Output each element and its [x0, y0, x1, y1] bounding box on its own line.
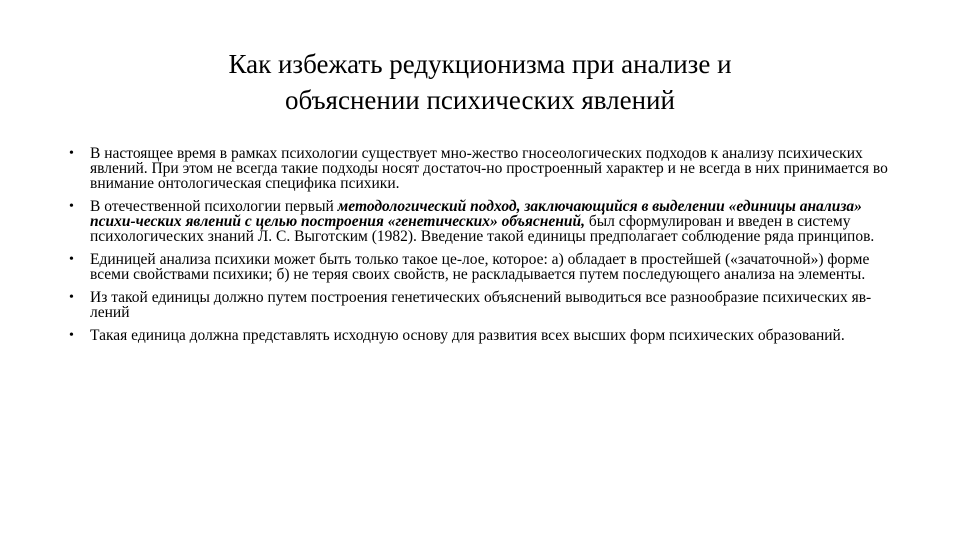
bullet-dot-icon: • [69, 146, 74, 161]
bullet-text-3: Единицей анализа психики может быть только такое це-лое, которое: а) обладает в простейшей («зачаточной») форме всеми свойствами психики; б) не теряя своих свойств, не раскладывается путем последующего анализа на элементы. [90, 251, 870, 283]
slide-title-line-2: объяснении психических явлений [285, 85, 675, 115]
bullet-list [69, 146, 899, 351]
slide-title [80, 46, 880, 118]
slide-title-line-1: Как избежать редукционизма при анализе и [228, 49, 732, 79]
bullet-text-4: Из такой единицы должно путем построения генетических объяснений выводиться все разнообразие психических яв-лений [90, 289, 872, 321]
bullet-text-2-emphasis: методологический подход, заключающийся в выделении «единицы анализа» психи-ческих явлений с целью построения «генетических» объяснений, [90, 198, 862, 230]
bullet-dot-icon: • [69, 290, 74, 305]
bullet-text-5: Такая единица должна представлять исходную основу для развития всех высших форм психических образований. [90, 327, 845, 344]
bullet-text-2-after: был сформулирован и введен в систему психологических знаний Л. С. Выготским (1982). Введение такой единицы предполагает соблюдение ряда принципов. [90, 213, 875, 245]
bullet-dot-icon: • [69, 328, 74, 343]
bullet-item-2 [69, 199, 899, 244]
bullet-item-3 [69, 252, 899, 282]
bullet-item-4 [69, 290, 899, 320]
bullet-dot-icon: • [69, 199, 74, 214]
bullet-text-2-before: В отечественной психологии первый [90, 198, 338, 215]
bullet-dot-icon: • [69, 252, 74, 267]
bullet-text-1: В настоящее время в рамках психологии существует мно-жество гносеологических подходов к анализу психических явлений. При этом не всегда такие подходы носят достаточ-но простроенный характер и не всегда в них принимается во внимание онтологическая специфика психики. [90, 145, 888, 192]
bullet-text-2 [90, 199, 899, 244]
bullet-item-5 [69, 328, 899, 343]
bullet-item-1 [69, 146, 899, 191]
